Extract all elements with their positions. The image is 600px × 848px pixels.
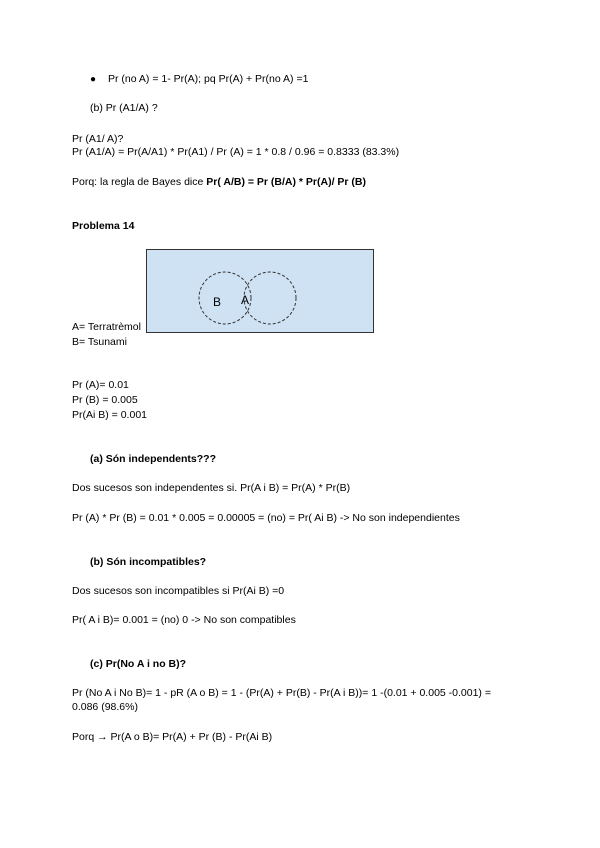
definition-b: B= Tsunami <box>72 336 127 348</box>
part-b-calc: Pr (A1/A) = Pr(A/A1) * Pr(A1) / Pr (A) = 1 * 0.8 / 0.96 = 0.8333 (83.3%) <box>72 146 400 158</box>
venn-circles <box>147 250 373 332</box>
section-c-calc-line2: 0.086 (98.6%) <box>72 701 138 713</box>
bullet-text: Pr (no A) = 1- Pr(A); pq Pr(A) + Pr(no A) =1 <box>108 73 309 85</box>
section-a-heading: (a) Són independents??? <box>90 453 216 465</box>
prob-a-and-b: Pr(Ai B) = 0.001 <box>72 409 147 421</box>
bayes-rule <box>72 176 366 189</box>
bullet-icon: ● <box>90 74 97 85</box>
venn-diagram <box>146 249 374 333</box>
definition-a: A= Terratrèmol <box>72 321 141 333</box>
part-b-heading: (b) Pr (A1/A) ? <box>90 102 158 114</box>
bayes-prefix: Porq: la regla de Bayes dice <box>72 176 207 188</box>
section-c-reason: Porq → Pr(A o B)= Pr(A) + Pr (B) - Pr(Ai B) <box>72 731 273 743</box>
prob-a: Pr (A)= 0.01 <box>72 379 129 391</box>
bayes-formula: Pr( A/B) = Pr (B/A) * Pr(A)/ Pr (B) <box>206 176 366 188</box>
section-b-heading: (b) Són incompatibles? <box>90 556 207 568</box>
section-a-calc: Pr (A) * Pr (B) = 0.01 * 0.005 = 0.00005 = (no) = Pr( Ai B) -> No son independientes <box>72 512 460 524</box>
venn-label-a: A <box>241 293 250 307</box>
venn-circle-a <box>244 272 296 324</box>
problem-title: Problema 14 <box>72 220 135 232</box>
section-b-calc: Pr( A i B)= 0.001 = (no) 0 -> No son compatibles <box>72 614 296 626</box>
part-b-question: Pr (A1/ A)? <box>72 133 124 145</box>
section-b-definition: Dos sucesos son incompatibles si Pr(Ai B) =0 <box>72 585 285 597</box>
venn-label-b: B <box>213 295 222 309</box>
prob-b: Pr (B) = 0.005 <box>72 394 138 406</box>
section-c-heading: (c) Pr(No A i no B)? <box>90 658 187 670</box>
section-c-calc-line1: Pr (No A i No B)= 1 - pR (A o B) = 1 - (Pr(A) + Pr(B) - Pr(A i B))= 1 -(0.01 + 0.005 -0.001) = <box>72 687 491 699</box>
section-a-definition: Dos sucesos son independentes si. Pr(A i B) = Pr(A) * Pr(B) <box>72 482 351 494</box>
